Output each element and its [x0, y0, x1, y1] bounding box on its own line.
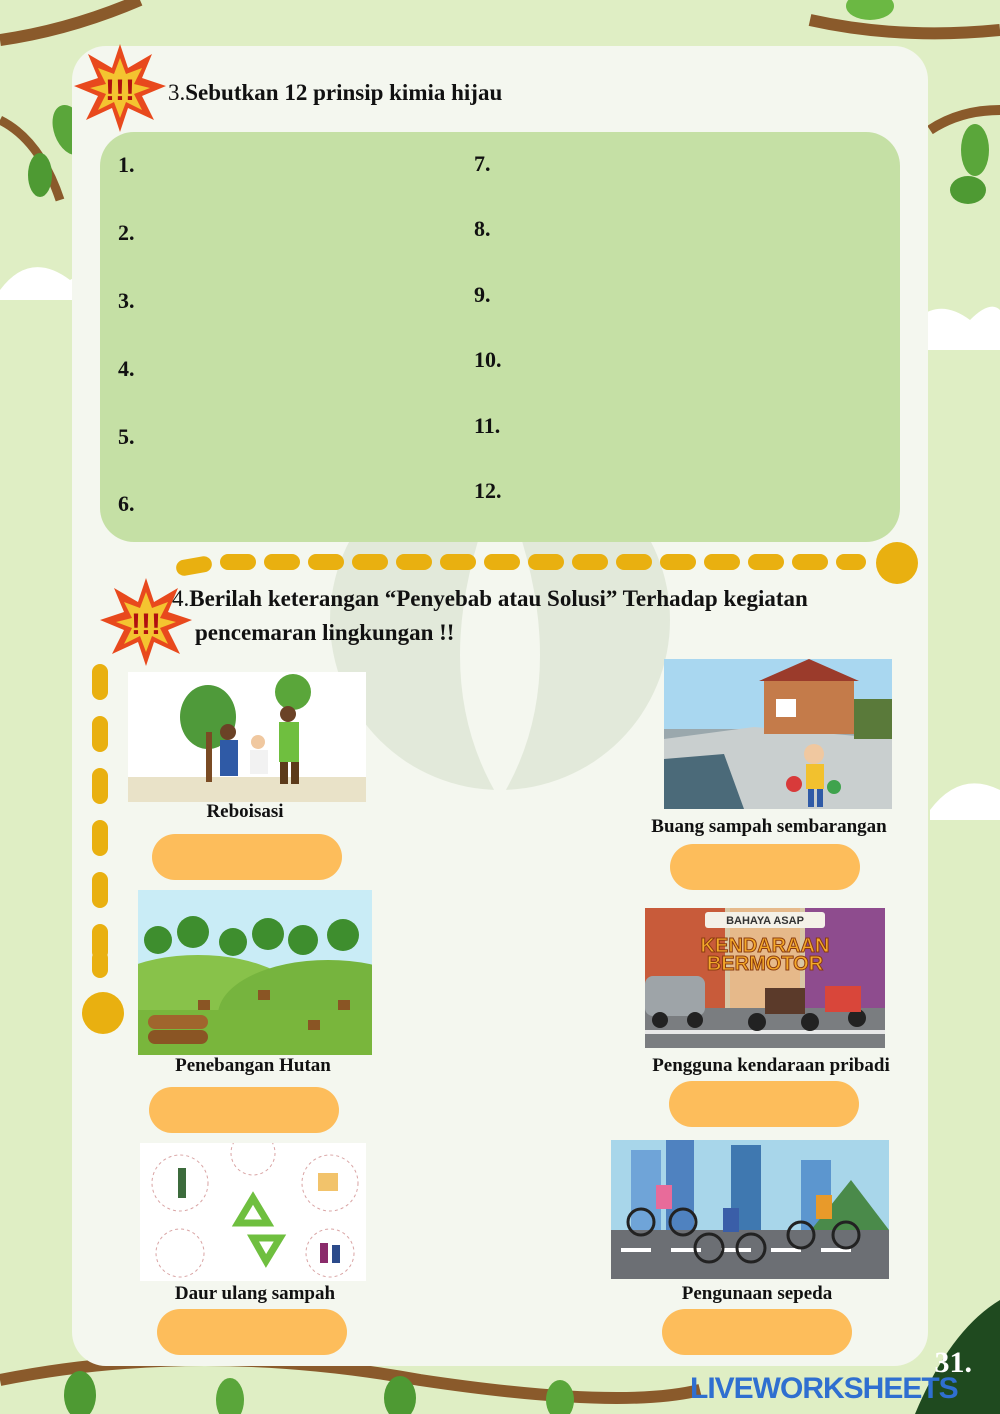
caption-kendaraan: Pengguna kendaraan pribadi	[652, 1055, 890, 1076]
caption-penebangan: Penebangan Hutan	[175, 1055, 331, 1076]
exclamation-burst-icon	[72, 40, 167, 135]
answer-pill-reboisasi[interactable]	[152, 834, 342, 880]
recycling-image	[140, 1143, 366, 1281]
caption-buang-sampah: Buang sampah sembarangan	[651, 816, 887, 837]
answer-number-10: 10.	[474, 347, 502, 372]
caption-reboisasi: Reboisasi	[206, 801, 284, 822]
deforestation-image	[138, 890, 372, 1055]
question-3-title	[168, 76, 502, 110]
svg-text:!!!: !!!	[131, 608, 161, 641]
cycling-image	[611, 1140, 889, 1279]
answer-pill-daur-ulang[interactable]	[157, 1309, 347, 1355]
question-4-line1: Berilah keterangan “Penyebab atau Solusi” Terhadap kegiatan	[189, 586, 808, 611]
question-4-number: 4.	[172, 586, 190, 611]
answer-pill-sepeda[interactable]	[662, 1309, 852, 1355]
liveworksheets-logo[interactable]: LIVEWORKSHEETS	[690, 1372, 958, 1405]
question-3-number: 3.	[168, 80, 186, 105]
littering-image	[664, 659, 892, 809]
question-4-line2: pencemaran lingkungan !!	[195, 620, 455, 645]
answer-pill-penebangan[interactable]	[149, 1087, 339, 1133]
answer-number-2: 2.	[118, 220, 135, 245]
vehicle-pollution-image	[645, 908, 885, 1048]
answer-number-12: 12.	[474, 478, 502, 503]
answer-number-1: 1.	[118, 152, 135, 177]
answer-number-7: 7.	[474, 151, 491, 176]
answer-pill-kendaraan[interactable]	[669, 1081, 859, 1127]
answer-number-5: 5.	[118, 424, 135, 449]
page-number: 31.	[934, 1346, 972, 1379]
svg-text:!!!: !!!	[105, 74, 135, 107]
bermotor-text: BERMOTOR	[706, 953, 824, 975]
caption-sepeda: Pengunaan sepeda	[681, 1283, 833, 1304]
question-4-title	[172, 582, 808, 616]
answer-number-4: 4.	[118, 356, 135, 381]
answer-number-9: 9.	[474, 282, 491, 307]
answer-number-6: 6.	[118, 491, 135, 516]
answer-pill-buang-sampah[interactable]	[670, 844, 860, 890]
answer-number-8: 8.	[474, 216, 491, 241]
kendaraan-text: KENDARAAN	[700, 935, 830, 957]
answer-number-3: 3.	[118, 288, 135, 313]
reforestation-image	[128, 672, 366, 802]
question-3-text: Sebutkan 12 prinsip kimia hijau	[185, 80, 503, 105]
answer-number-11: 11.	[474, 413, 501, 438]
bahaya-asap-text: BAHAYA ASAP	[726, 915, 804, 927]
caption-daur-ulang: Daur ulang sampah	[174, 1283, 336, 1304]
